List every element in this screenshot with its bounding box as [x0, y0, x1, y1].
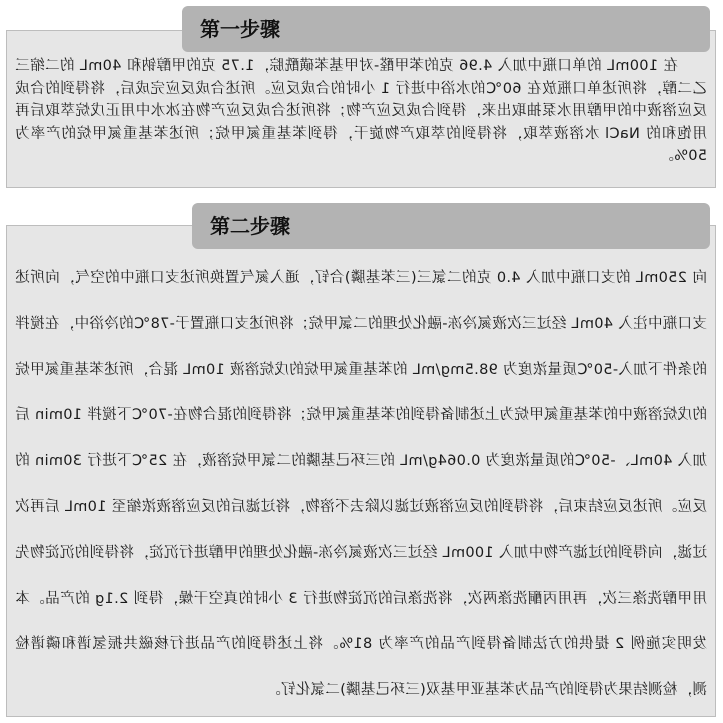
step1-paragraph: 在 100mL 的单口瓶中加入 4.96 克的苯甲醛-对甲基苯磺酰腙，1.75 克的甲醇钠和 40mL 的二缩三乙二醇，将所述单口瓶放在 60℃的水浴中进行 1 小时的合成反应。所述合成反应完成后，将得到的合成反应溶液中的甲醇用水泵抽取出来，得到合成反应产物；将所述合成反应产物在冰水中用正戊烷萃取后再用饱和的 NaCl 水溶液萃取，将得到的萃取产物旋干，得到苯基重氮甲烷；所述苯基重氮甲烷的产率为 50%。	[15, 58, 707, 164]
step2-panel	[6, 225, 716, 717]
step2-heading-tab	[192, 203, 710, 249]
step2-paragraph: 向 250mL 的支口瓶中加入 4.0 克的二氯三(三苯基膦)合钌，通入氮气置换所述支口瓶中的空气，向所述支口瓶中注入 40mL 经过三次液氮冷冻-融化处理的二氯甲烷；将所述支口瓶置于-78℃的冷浴中，在搅拌的条件下加入-50℃质量浓度为 98.5mg/mL 的苯基重氮甲烷的戊烷溶液 10mL 混合，所述苯基重氮甲烷的戊烷溶液中的苯基重氮甲烷为上述制备得到的苯基重氮甲烷；将得到的混合物在-70℃下搅拌 10min 后加入 40mL、-50℃的质量浓度为 0.064g/mL 的三环己基膦的二氯甲烷溶液，在 25℃下进行 30min 的反应。所述反应结束后，将得到的反应溶液过滤以除去不溶物，将过滤后的反应溶液浓缩至 10mL 后再次过滤，向得到的过滤产物中加入 100mL 经过三次液氮冷冻-融化处理的甲醇进行沉淀，将得到的沉淀物先用甲醇洗涤三次，再用丙酮洗涤两次，将洗涤后的沉淀物进行 3 小时的真空干燥，得到 2.1g 的产品。本发明实施例 2 提供的方法制备得到产品的产率为 81%。将上述得到的产品进行核磁共振氢谱和磷谱检测，检测结果为得到的产品为苯基亚甲基双(三环己基膦)二氯化钌。	[15, 270, 707, 699]
step1-title: 第一步骤	[200, 17, 280, 41]
step1-panel	[6, 30, 716, 188]
step1-heading-tab	[182, 6, 710, 52]
step2-title: 第二步骤	[210, 214, 290, 238]
